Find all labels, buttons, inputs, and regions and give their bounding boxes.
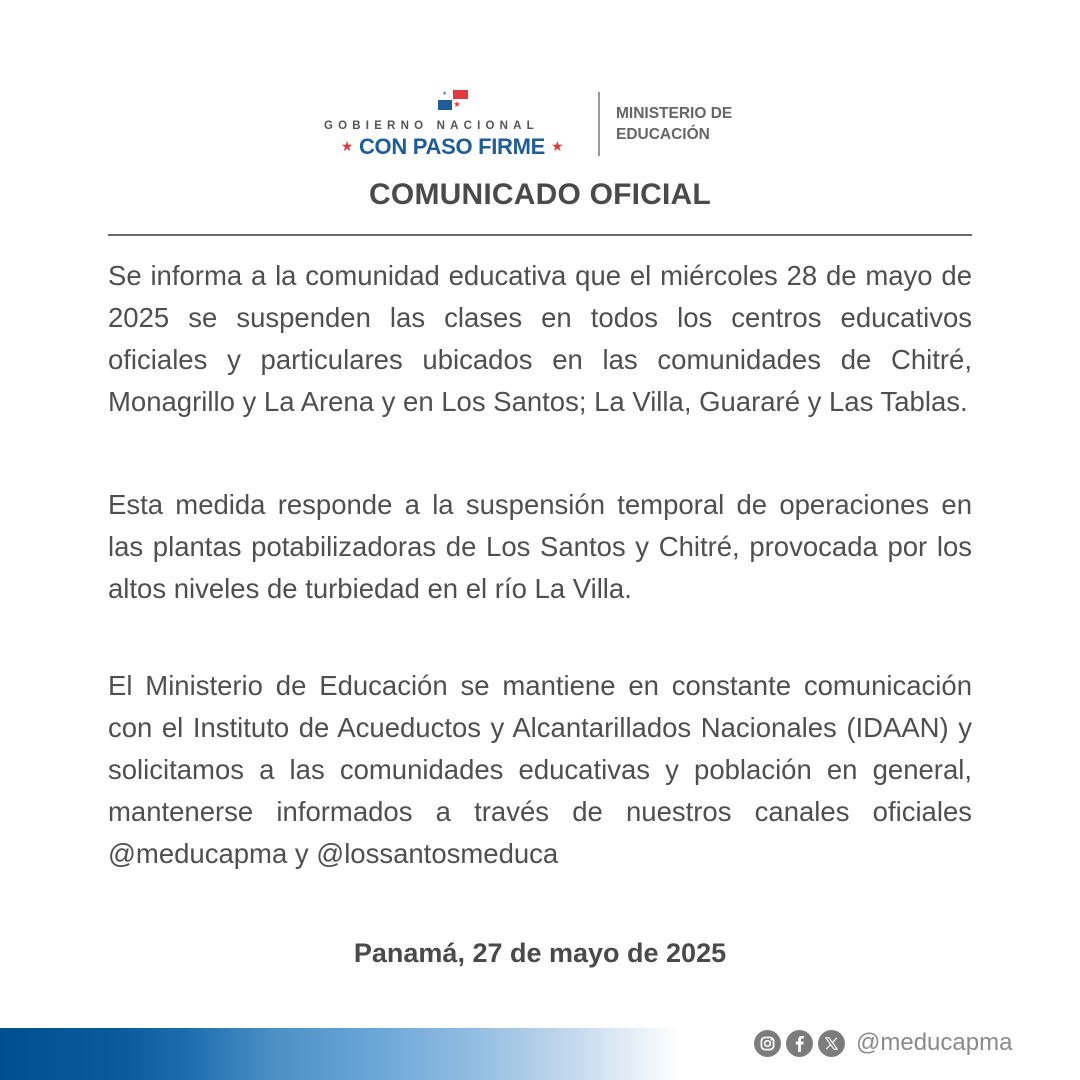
ministry-line-1: MINISTERIO DE (616, 105, 733, 122)
place-date: Panamá, 27 de mayo de 2025 (353, 938, 727, 968)
footer-gradient-band (0, 1028, 680, 1080)
social-handle[interactable]: @meducapma (856, 1029, 1013, 1056)
instagram-icon[interactable] (754, 1030, 781, 1057)
ministry-line-2: EDUCACIÓN (616, 126, 710, 143)
title-divider (108, 234, 972, 236)
header-logo (318, 88, 758, 160)
government-motto (318, 134, 586, 160)
star-icon: ★ (340, 137, 353, 154)
social-links (754, 1028, 1012, 1058)
ministry-name (616, 103, 732, 145)
facebook-icon[interactable] (786, 1030, 813, 1057)
paragraph-1: Se informa a la comunidad educativa que el miércoles 28 de mayo de 2025 se suspenden las clases en todos los centros educativos oficiales y particulares ubicados en las comunidades de Chitré, Monagrillo y La Arena y en Los Santos; La Villa, Guararé y Las Tablas. (108, 260, 972, 417)
paragraph-2: Esta medida responde a la suspensión temporal de operaciones en las plantas potabilizadoras de Los Santos y Chitré, provocada por los altos niveles de turbiedad en el río La Villa. (108, 489, 972, 604)
logo-divider (598, 92, 600, 156)
star-icon: ★ (551, 137, 564, 154)
x-icon[interactable] (818, 1030, 845, 1057)
motto-text: CON PASO FIRME (358, 134, 546, 159)
panama-flag-icon (438, 90, 468, 110)
paragraph-3: El Ministerio de Educación se mantiene en constante comunicación con el Instituto de Acueductos y Alcantarillados Nacionales (IDAAN) y solicitamos a las comunidades educativas y población en general, mantenerse informados a través de nuestros canales oficiales @meducapma y @lossantosmeduca (108, 670, 972, 869)
page-title: COMUNICADO OFICIAL (369, 178, 711, 211)
government-logo (318, 88, 586, 160)
government-title: GOBIERNO NACIONAL (324, 120, 539, 132)
